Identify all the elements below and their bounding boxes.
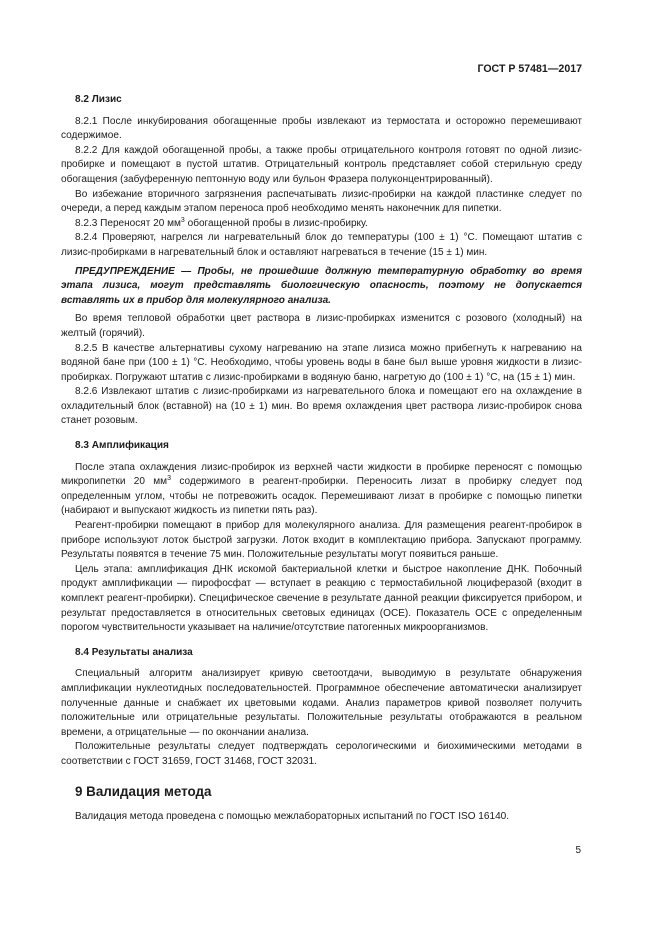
paragraph-8-3-2: Реагент-пробирки помещают в прибор для молекулярного анализа. Для размещения реагент-пробирок в приборе используют лоток быстрой загрузки. Лоток входит в комплектацию прибора. Запускают программу. Результаты появятся в течение 75 мин. Положительные результаты могут появиться раньше. xyxy=(61,520,582,561)
paragraph-8-2-6: 8.2.6 Извлекают штатив с лизис-пробирками из нагревательного блока и помещают его на охлаждение в охладительный блок (вставной) на (10 ± 1) мин. Во время охлаждения цвет раствора лизис-пробирок снова станет розовым. xyxy=(61,386,582,427)
page-number: 5 xyxy=(575,845,581,856)
warning-paragraph: ПРЕДУПРЕЖДЕНИЕ — Пробы, не прошедшие должную температурную обработку во время этапа лизиса, могут представлять биологическую опасность, поэтому не допускается вставлять их в прибор для молекулярного анализа. xyxy=(61,265,582,306)
paragraph-8-3-3: Цель этапа: амплификация ДНК искомой бактериальной клетки и быстрое накопление ДНК. Побочный продукт амплификации — пирофосфат — вступает в реакцию с термостабильной люциферазой (входит в комплект реагент-пробирки). Специфическое свечение в результате данной реакции фиксируется прибором, и результат предоставляется в относительных световых единицах (ОСЕ). Показатель ОСЕ с определенным порогом чувствительности указывает на наличие/отсутствие патогенных микроорганизмов. xyxy=(61,563,582,634)
paragraph-8-2-4: 8.2.4 Проверяют, нагрелся ли нагревательный блок до температуры (100 ± 1) °С. Помещают штатив с лизис-пробирками в нагревательный блок и оставляют нагреваться в течение (15 ± 1) мин. xyxy=(61,232,582,258)
paragraph-8-2-3-pre: 8.2.3 Переносят 20 мм xyxy=(75,217,181,229)
paragraph-8-3-1-post: содержимого в реагент-пробирки. Переносить лизат в пробирку следует под определенным углом, чтобы не потревожить осадок. Перемешивают лизат в пробирке с помощью пипетки (набирают и выпускают жидкость из пипетки пять раз). xyxy=(61,476,582,517)
paragraph-8-2-1: 8.2.1 После инкубирования обогащенные пробы извлекают из термостата и осторожно перемешивают содержимое. xyxy=(61,115,582,142)
section-8-4-heading: 8.4 Результаты анализа xyxy=(75,646,193,658)
standard-number: ГОСТ Р 57481—2017 xyxy=(477,63,582,75)
cubic-superscript: 3 xyxy=(180,216,185,224)
section-9-heading: 9 Валидация метода xyxy=(75,783,212,799)
paragraph-8-2-3-post: обогащенной пробы в лизис-пробирку. xyxy=(184,217,368,229)
paragraph-color-change: Во время тепловой обработки цвет раствора в лизис-пробирках изменится с розового (холодный) на желтый (горячий). xyxy=(61,313,582,339)
paragraph-8-2-2: 8.2.2 Для каждой обогащенной пробы, а также пробы отрицательного контроля готовят по одной лизис-пробирке и помещают в пустой штатив. Отрицательный контроль представляет собой стерильную среду обогащения (забуференную пептонную воду или бульон Фразера полуконцентрированный). xyxy=(61,144,582,185)
paragraph-8-4-1: Специальный алгоритм анализирует кривую светоотдачи, выводимую в результате обнаружения амплификации нуклеотидных последовательностей. Программное обеспечение автоматически анализирует полученные данные и снабжает их цветовыми кодами. Анализ параметров кривой позволяет получить положительные или отрицательные результаты. Положительные результаты отображаются в реальном времени, а отрицательные — по окончании анализа. xyxy=(61,668,582,738)
cubic-superscript: 3 xyxy=(167,475,171,483)
paragraph-8-2-3 xyxy=(61,217,582,232)
paragraph-8-4-2: Положительные результаты следует подтверждать серологическими и биохимическими методами в соответствии с ГОСТ 31659, ГОСТ 31468, ГОСТ 32031. xyxy=(61,741,582,767)
paragraph-8-3-1-pre: После этапа охлаждения лизис-пробирок из верхней части жидкости в пробирке переносят с помощью микропипетки 20 мм xyxy=(61,461,582,488)
paragraph-8-2-5: 8.2.5 В качестве альтернативы сухому нагреванию на этапе лизиса можно прибегнуть к нагреванию на водяной бане при (100 ± 1) °С. Необходимо, чтобы уровень воды в бане был выше уровня жидкости в лизис-пробирках. Погружают штатив с лизис-пробирками в водяную баню, нагретую до (100 ± 1) °С, на (15 ± 1) мин. xyxy=(61,342,582,383)
section-8-3-heading: 8.3 Амплификация xyxy=(75,440,169,452)
paragraph-8-3-1 xyxy=(61,461,582,519)
page-content xyxy=(61,93,582,824)
paragraph-9-1: Валидация метода проведена с помощью межлабораторных испытаний по ГОСТ ISO 16140. xyxy=(75,810,510,822)
paragraph-8-2-2-note: Во избежание вторичного загрязнения распечатывать лизис-пробирки на каждой пластинке следует по очереди, а перед каждым этапом переноса проб необходимо менять наконечник для пипетки. xyxy=(61,188,582,215)
section-8-2-heading: 8.2 Лизис xyxy=(75,94,122,105)
